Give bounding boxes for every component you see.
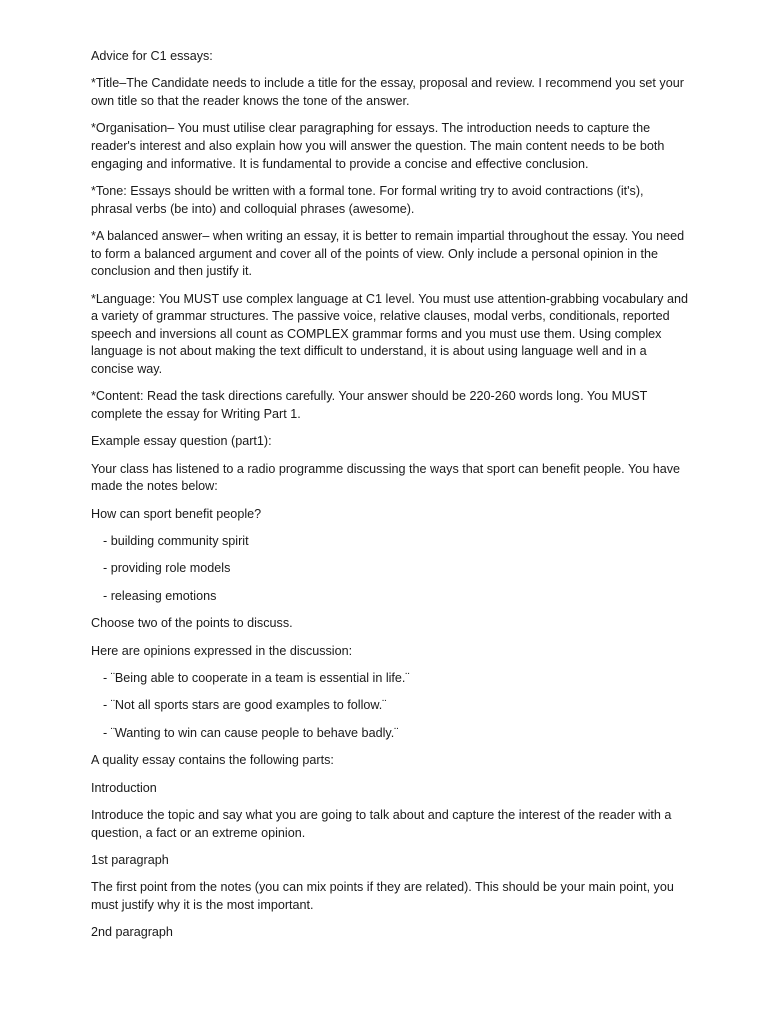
advice-language: *Language: You MUST use complex language at C1 level. You must use attention-grabbing vocabulary and a variety of grammar structures. The passive voice, relative clauses, modal verbs, conditionals, reported speech and inversions all count as COMPLEX grammar forms and you must use them. Using complex language is not about making the text difficult to understand, it is about using language well and in a concise way. bbox=[91, 291, 688, 376]
paragraph1-text: The first point from the notes (you can mix points if they are related). This should be your main point, you must justify why it is the most important. bbox=[91, 880, 674, 912]
choose-instruction: Choose two of the points to discuss. bbox=[91, 616, 293, 631]
advice-balanced-answer: *A balanced answer– when writing an essay, it is better to remain impartial throughout the essay. You need to form a balanced argument and cover all of the points of view. Only include a personal opinion in the conclusion and then justify it. bbox=[91, 228, 685, 279]
opinion-item: - ¨Being able to cooperate in a team is essential in life.¨ bbox=[103, 670, 410, 685]
document-heading: Advice for C1 essays: bbox=[91, 49, 213, 63]
introduction-text: Introduce the topic and say what you are going to talk about and capture the interest of the reader with a question, a fact or an extreme opinion. bbox=[91, 807, 672, 840]
paragraph2-heading: 2nd paragraph bbox=[91, 925, 173, 940]
opinion-item: - ¨Not all sports stars are good examples to follow.¨ bbox=[103, 698, 387, 713]
advice-title: *Title–The Candidate needs to include a title for the essay, proposal and review. I recommend you set your own title so that the reader knows the tone of the answer. bbox=[91, 76, 684, 108]
task-intro: Your class has listened to a radio programme discussing the ways that sport can benefit people. You have made the notes below: bbox=[91, 461, 681, 494]
advice-tone: *Tone: Essays should be written with a formal tone. For formal writing try to avoid contractions (it's), phrasal verbs (be into) and colloquial phrases (awesome). bbox=[91, 183, 644, 216]
opinion-item: - ¨Wanting to win can cause people to behave badly.¨ bbox=[103, 725, 399, 740]
note-item: - building community spirit bbox=[103, 534, 249, 549]
opinions-heading: Here are opinions expressed in the discussion: bbox=[91, 643, 353, 658]
notes-question: How can sport benefit people? bbox=[91, 506, 262, 521]
introduction-heading: Introduction bbox=[91, 780, 157, 795]
example-heading: Example essay question (part1): bbox=[91, 434, 272, 449]
advice-organisation: *Organisation– You must utilise clear paragraphing for essays. The introduction needs to capture the reader's interest and also explain how you will answer the question. The main content needs to be both engaging and informative. It is fundamental to provide a concise and effective conclusion. bbox=[91, 121, 665, 171]
note-item: - providing role models bbox=[103, 561, 231, 576]
paragraph1-heading: 1st paragraph bbox=[91, 852, 169, 867]
note-item: - releasing emotions bbox=[103, 588, 217, 603]
parts-heading: A quality essay contains the following parts: bbox=[91, 753, 334, 768]
advice-content: *Content: Read the task directions carefully. Your answer should be 220-260 words long. You MUST complete the essay for Writing Part 1. bbox=[91, 389, 648, 421]
